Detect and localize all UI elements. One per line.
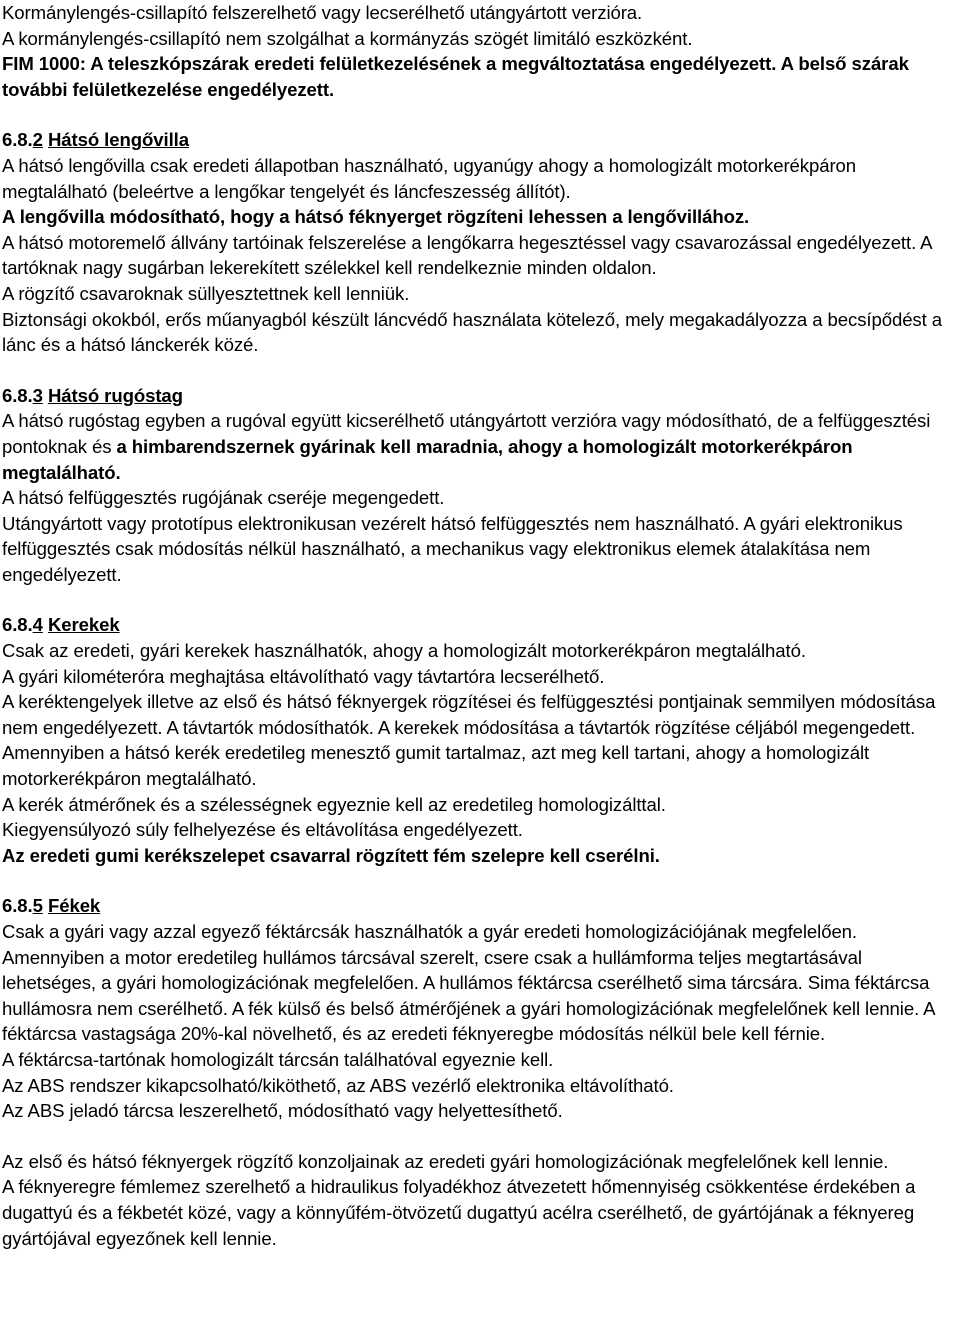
paragraph: Csak az eredeti, gyári kerekek használhatók, ahogy a homologizált motorkerékpáron megtalálható.: [2, 640, 806, 662]
paragraph-bold-text: a himbarendszernek gyárinak kell maradnia, ahogy a homologizált motorkerékpáron megtalálható.: [2, 435, 853, 483]
paragraph: Amennyiben a hátsó kerék eredetileg menesztő gumit tartalmaz, azt meg kell tartani, ahogy a homologizált motorkerékpáron megtalálható.: [2, 742, 870, 790]
section-heading-685: [2, 893, 958, 919]
section-number: 6.8.: [2, 614, 33, 636]
spacer: [2, 102, 958, 127]
intro-fim-note: FIM 1000: A teleszkópszárak eredeti felületkezelésének a megváltoztatása engedélyezett. A belső szárak további felületkezelése engedélyezett.: [2, 53, 909, 100]
paragraph: Az első és hátsó féknyergek rögzítő konzoljainak az eredeti gyári homologizációnak megfelelőnek kell lennie.: [2, 1150, 889, 1172]
paragraph: A kerék átmérőnek és a szélességnek egyeznie kell az eredetileg homologizálttal.: [2, 793, 666, 815]
paragraph: A hátsó lengővilla csak eredeti állapotban használható, ugyanúgy ahogy a homologizált motorkerékpáron megtalálható (beleértve a lengőkar tengelyét és láncfeszesség állítót).: [2, 154, 857, 202]
section-number-underlined: 2: [32, 129, 43, 151]
section-number-underlined: 4: [32, 614, 43, 636]
section-heading-682: [2, 127, 958, 153]
section-number: 6.8.: [2, 129, 33, 151]
section-heading-684: [2, 612, 958, 638]
paragraph: A hátsó felfüggesztés rugójának cseréje megengedett.: [2, 487, 445, 509]
document-page: [2, 0, 958, 1251]
paragraph-bold: Az eredeti gumi kerékszelepet csavarral rögzített fém szelepre kell cserélni.: [2, 844, 660, 866]
paragraph: A rögzítő csavaroknak süllyesztettnek kell lenniük.: [2, 282, 410, 304]
section-heading-683: [2, 383, 958, 409]
paragraph-bold: A lengővilla módosítható, hogy a hátsó féknyerget rögzíteni lehessen a lengővillához.: [2, 206, 750, 228]
paragraph: A féktárcsa-tartónak homologizált tárcsán találhatóval egyeznie kell.: [2, 1048, 554, 1070]
section-title: Hátsó rugóstag: [47, 384, 183, 406]
section-title: Fékek: [47, 895, 101, 917]
paragraph-text: A hátsó rugóstag egyben a rugóval együtt kicserélhető utángyártott verzióra vagy módosítható, de a felfüggesztési pontoknak és: [2, 410, 931, 457]
spacer: [2, 868, 958, 893]
paragraph: Csak a gyári vagy azzal egyező féktárcsák használhatók a gyár eredeti homologizációjának megfelelően. Amennyiben a motor eredetileg hullámos tárcsával szerelt, csere csak a hullámforma teljes megtartásával lehetséges, a gyári homologizációnak megfelelően. A hullámos féktárcsa cserélhető sima tárcsára. Sima féktárcsa hullámosra nem cserélhető. A fék külső és belső átmérőjének a gyári homologizációnak megfelelőnek kell lennie. A féktárcsa vastagsága 20%-kal növelhető, és az eredeti féknyeregbe módosítás nélkül bele kell férnie.: [2, 921, 935, 1045]
section-title: Kerekek: [47, 614, 120, 636]
spacer: [2, 358, 958, 383]
paragraph: A gyári kilométeróra meghajtása eltávolítható vagy távtartóra lecserélhető.: [2, 665, 605, 687]
paragraph: A keréktengelyek illetve az első és hátsó féknyergek rögzítései és felfüggesztési pontjainak semmilyen módosítása nem engedélyezett. A távtartók módosíthatók. A kerekek módosítása a távtartók rögzítése céljából megengedett.: [2, 691, 936, 738]
section-number: 6.8.: [2, 895, 33, 917]
spacer: [2, 1124, 958, 1149]
paragraph: [2, 408, 958, 485]
paragraph: A féknyeregre fémlemez szerelhető a hidraulikus folyadékhoz átvezetett hőmennyiség csökkentése érdekében a dugattyú és a fékbetét közé, vagy a könnyűfém-ötvözetű dugattyú acélra cserélhető, de gyártójának a féknyereg gyártójával egyezőnek kell lennie.: [2, 1176, 916, 1249]
paragraph: A hátsó motoremelő állvány tartóinak felszerelése a lengőkarra hegesztéssel vagy csavarozással engedélyezett. A tartóknak nagy sugárban lekerekített szélekkel kell rendelkeznie minden oldalon.: [2, 231, 932, 279]
spacer: [2, 587, 958, 612]
intro-line-2: A kormánylengés-csillapító nem szolgálhat a kormányzás szögét limitáló eszközként.: [2, 27, 693, 49]
paragraph: Utángyártott vagy prototípus elektronikusan vezérelt hátsó felfüggesztés nem használható. A gyári elektronikus felfüggesztés csak módosítás nélkül használható, a mechanikus vagy elektronikus elemek átalakítása nem engedélyezett.: [2, 512, 903, 585]
intro-line-1: Kormánylengés-csillapító felszerelhető vagy lecserélhető utángyártott verzióra.: [2, 2, 643, 23]
paragraph: Kiegyensúlyozó súly felhelyezése és eltávolítása engedélyezett.: [2, 819, 523, 841]
paragraph: Biztonsági okokból, erős műanyagból készült láncvédő használata kötelező, mely megakadályozza a becsípődést a lánc és a hátsó lánckerék közé.: [2, 308, 943, 356]
section-number-underlined: 5: [32, 895, 43, 917]
section-number-underlined: 3: [32, 384, 43, 406]
section-title: Hátsó lengővilla: [47, 129, 189, 151]
paragraph: Az ABS jeladó tárcsa leszerelhető, módosítható vagy helyettesíthető.: [2, 1100, 563, 1122]
paragraph: Az ABS rendszer kikapcsolható/kiköthető, az ABS vezérlő elektronika eltávolítható.: [2, 1074, 674, 1096]
section-number: 6.8.: [2, 384, 33, 406]
